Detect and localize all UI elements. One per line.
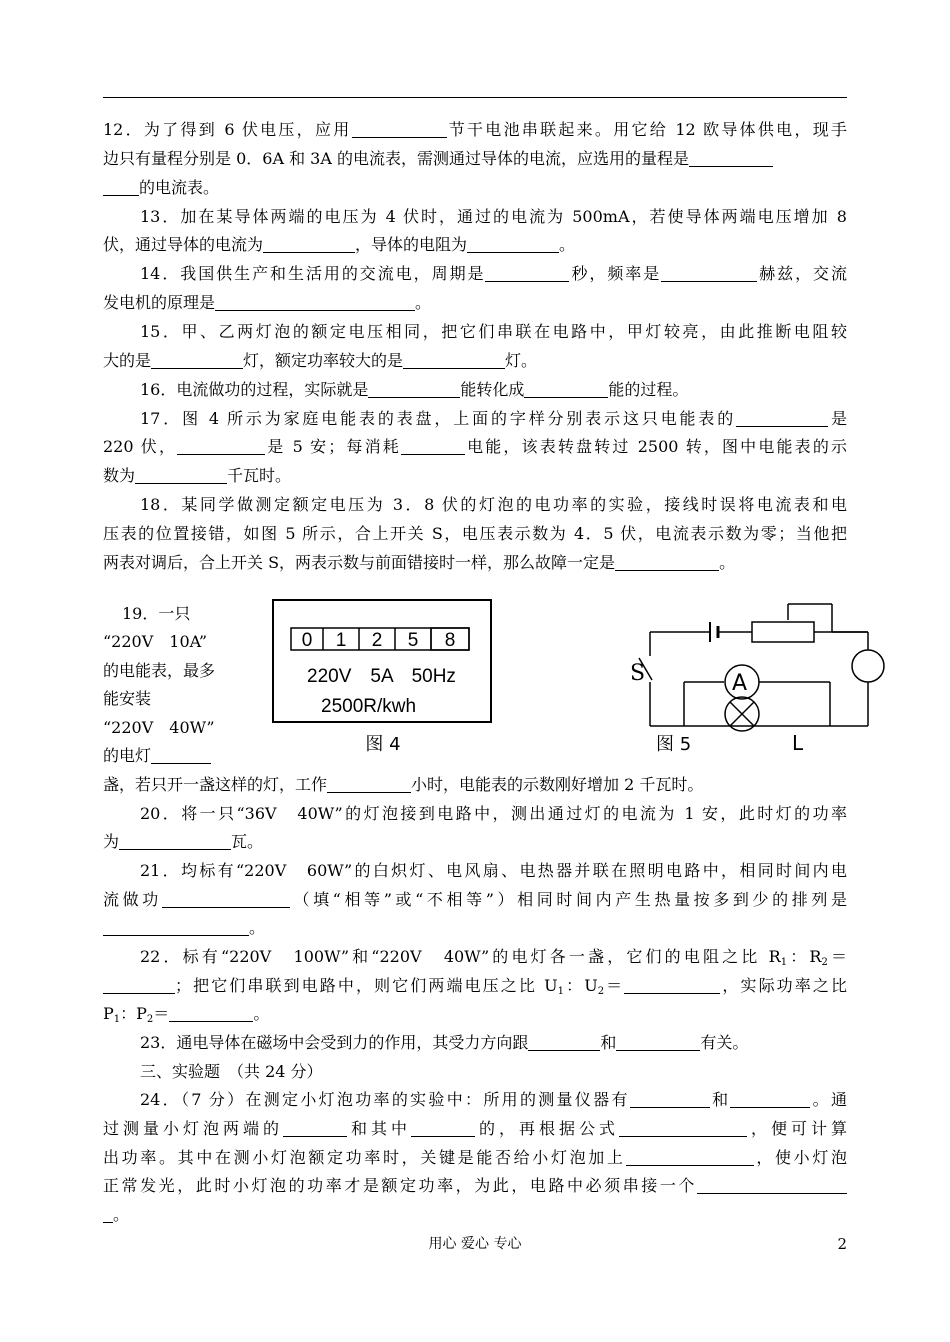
q21-line1: 21．均标有“220V 60W”的白炽灯、电风扇、电热器并联在照明电路中，相同时间内电 (140, 861, 847, 880)
q19-line7: 盏，若只开一盏这样的灯，工作 小时，电能表的示数刚好增加 2 千瓦时。 (103, 775, 704, 794)
q22-line2: ；把它们串联到电路中，则它们两端电压之比 $U_1$：$U_2=$ ，实际功率之比 (103, 976, 847, 996)
q21-line2: 流做功 （填“相等”或“不相等”）相同时间内产生热量按多到少的排列是 (103, 890, 847, 909)
switch-label: S (630, 661, 646, 686)
answer-blank[interactable] (119, 833, 231, 850)
q19-line6: 的电灯 (103, 746, 273, 766)
answer-blank[interactable] (626, 1149, 754, 1166)
q20-line1: 20．将一只“36V 40W”的灯泡接到电路中，测出通过灯的电流为 1 安，此时灯的功率 (140, 804, 847, 823)
answer-blank[interactable] (103, 977, 175, 994)
q13-line2: 伏，通过导体的电流为 ，导体的电阻为 。 (103, 235, 576, 254)
q12-line1: 12．为了得到 6 伏电压，应用 节干电池串联起来。用它给 12 欧导体供电，现手 (103, 120, 847, 139)
answer-blank[interactable] (263, 236, 355, 253)
q17-line1: 17．图 4 所示为家庭电能表的表盘，上面的字样分别表示这只电能表的 是 (140, 409, 847, 428)
q24-line2: 过测量小灯泡两端的 和其中 的，再根据公式 ，便可计算 (103, 1119, 847, 1138)
answer-blank[interactable] (467, 236, 559, 253)
page-number: 2 (837, 1235, 847, 1253)
meter-digit: 0 (301, 630, 313, 651)
q19-line5: “220V 40W” (103, 718, 215, 737)
q24-line3: 出功率。其中在测小灯泡额定功率时，关键是能否给小灯泡加上 ，使小灯泡 (103, 1148, 847, 1167)
answer-blank[interactable] (736, 410, 828, 427)
q12-line3: 的电流表。 (103, 178, 847, 198)
answer-blank[interactable] (661, 265, 757, 282)
answer-blank[interactable] (528, 1034, 600, 1051)
answer-blank[interactable] (401, 438, 465, 455)
q20-line2: 为 瓦。 (103, 832, 264, 851)
answer-blank[interactable] (615, 554, 719, 571)
q17-line3: 数为 千瓦时。 (103, 466, 292, 485)
answer-blank[interactable] (162, 891, 290, 908)
q18-line3: 两表对调后，合上开关 S，两表示数与前面错接时一样，那么故障一定是 。 (103, 553, 736, 572)
answer-blank[interactable] (630, 1091, 710, 1108)
q19-line2: “220V 10A” (103, 632, 208, 651)
q24-line5: 。 (103, 1205, 847, 1225)
answer-blank[interactable] (616, 1034, 700, 1051)
q19-line4: 能安装 (103, 689, 152, 708)
answer-blank[interactable] (169, 1005, 253, 1022)
answer-blank[interactable] (103, 919, 249, 936)
q15-line1: 15．甲、乙两灯泡的额定电压相同，把它们串联在电路中，甲灯较亮，由此推断电阻较 (140, 322, 847, 341)
answer-blank[interactable] (215, 294, 415, 311)
q24-line4: 正常发光，此时小灯泡的功率才是额定功率，为此，电路中必须串接一个 (103, 1176, 847, 1196)
footer-slogan: 用心 爱心 专心 (428, 1236, 522, 1252)
q22-line1: 22．标有“220V 100W”和“220V 40W”的电灯各一盏，它们的电阻之比 $R_1$：$R_2=$ (140, 947, 847, 968)
q18-line2: 压表的位置接错，如图 5 所示，合上开关 S，电压表示数为 4．5 伏，电流表示数为零；当他把 (103, 524, 847, 543)
answer-blank[interactable] (368, 381, 460, 398)
answer-blank[interactable] (624, 977, 720, 994)
figure-4-meter (271, 598, 493, 756)
q14-line1: 14．我国供生产和生活用的交流电，周期是 秒，频率是 赫兹，交流 (140, 264, 847, 283)
answer-blank[interactable] (730, 1091, 810, 1108)
answer-blank[interactable] (151, 352, 243, 369)
answer-blank[interactable] (619, 1120, 747, 1137)
meter-symbol: A (732, 671, 748, 696)
meter-digit: 2 (371, 630, 383, 651)
q12-line2: 边只有量程分别是 0．6A 和 3A 的电流表，需测通过导体的电流，应选用的量程是 (103, 149, 847, 169)
q22-line3: $P_1$：$P_2=$ 。 (103, 1004, 270, 1025)
figure-4-caption: 图 4 (365, 734, 401, 755)
answer-blank[interactable] (283, 1120, 347, 1137)
answer-blank[interactable] (403, 352, 505, 369)
header-rule (103, 97, 847, 98)
q17-line2: 220 伏， 是 5 安；每消耗 电能，该表转盘转过 2500 转，图中电能表的示 (103, 437, 847, 456)
meter-rate: 2500R/kwh (321, 696, 417, 717)
rheostat (752, 622, 814, 642)
q13-line1: 13．加在某导体两端的电压为 4 伏时，通过的电流为 500mA，若使导体两端电压增加 8 (140, 207, 847, 226)
answer-blank[interactable] (151, 747, 211, 764)
q24-line1: 24．（7 分）在测定小灯泡功率的实验中：所用的测量仪器有 和 。通 (140, 1090, 847, 1109)
q15-line2: 大的是 灯，额定功率较大的是 灯。 (103, 351, 538, 370)
answer-blank[interactable] (411, 1120, 475, 1137)
section-heading: 三、实验题 （共 24 分） (140, 1062, 323, 1081)
q19-line1: 19．一只 (122, 604, 191, 623)
answer-blank[interactable] (327, 776, 411, 793)
lamp-label: L (792, 731, 804, 755)
answer-blank[interactable] (352, 121, 447, 138)
answer-blank[interactable] (135, 467, 227, 484)
q16-line1: 16．电流做功的过程，实际就是 能转化成 能的过程。 (140, 380, 689, 399)
figure-5-caption: 图 5 (656, 734, 692, 755)
answer-blank[interactable] (697, 1177, 847, 1194)
answer-blank[interactable] (103, 179, 139, 196)
meter-specs: 220V 5A 50Hz (307, 666, 456, 687)
meter-digit: 1 (335, 630, 347, 651)
q19-line3: 的电能表，最多 (103, 661, 216, 680)
meter-circle (852, 650, 884, 682)
meter-digit: 8 (444, 630, 456, 651)
answer-blank[interactable] (485, 265, 569, 282)
figure-5-circuit (632, 598, 850, 756)
meter-digit: 5 (407, 630, 419, 651)
answer-blank[interactable] (689, 150, 773, 167)
q14-line2: 发电机的原理是 。 (103, 293, 432, 312)
answer-blank[interactable] (103, 1206, 113, 1223)
q23-line1: 23．通电导体在磁场中会受到力的作用，其受力方向跟 和 有关。 (140, 1033, 749, 1052)
q18-line1: 18．某同学做测定额定电压为 3．8 伏的灯泡的电功率的实验，接线时误将电流表和电 (140, 495, 847, 514)
q21-line3: 。 (103, 918, 847, 938)
answer-blank[interactable] (177, 438, 265, 455)
answer-blank[interactable] (524, 381, 608, 398)
